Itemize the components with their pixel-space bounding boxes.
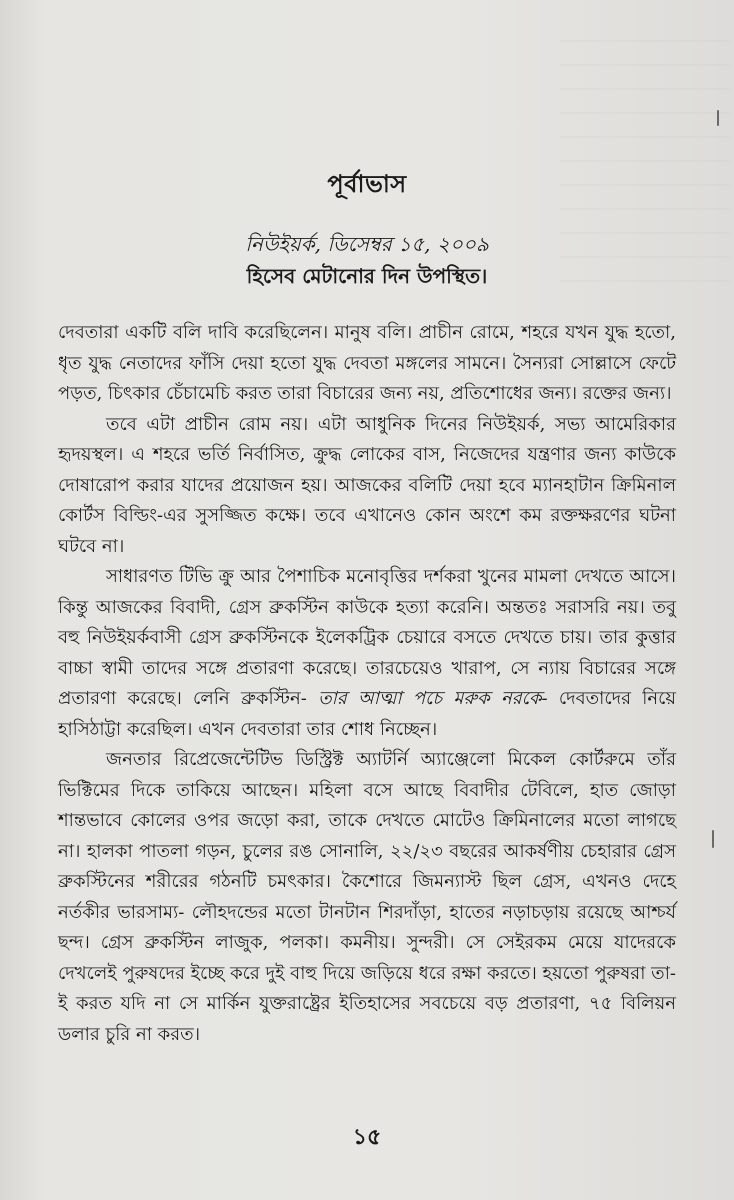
body-text: [58, 318, 676, 1050]
margin-tick-top: [717, 110, 719, 126]
chapter-title: পূর্বাভাস: [327, 169, 407, 198]
margin-tick-mid: [712, 830, 714, 848]
paragraph-3: [58, 562, 676, 745]
dateline: নিউইয়র্ক, ডিসেম্বর ১৫, ২০০৯: [245, 232, 489, 256]
paragraph-3-tail: দেবতাদের নিয়ে হাসিঠাট্টা করেছিল। এখন দেবতারা তার শোধ নিচ্ছেন।: [58, 688, 676, 740]
paragraph-3-text: সাধারণত টিভি ক্রু আর পৈশাচিক মনোবৃত্তির দর্শকরা খুনের মামলা দেখতে আসে। কিন্তু আজকের বিবাদী, গ্রেস ব্রুকস্টিন কাউকে হত্যা করেনি। অন্ততঃ সরাসরি নয়। তবু বহু নিউইয়র্কবাসী গ্রেস ব্রুকস্টিনকে ইলেকট্রিক চেয়ারে বসতে দেখতে চায়। তার কুত্তার বাচ্চা স্বামী তাদের সঙ্গে প্রতারণা করেছে। তারচেয়েও খারাপ, সে ন্যায় বিচারের সঙ্গে প্রতারণা করেছে। লেনি ব্রুকস্টিন-: [58, 566, 676, 709]
paragraph-4: জনতার রিপ্রেজেন্টেটিভ ডিস্ট্রিক্ট অ্যাটর্নি অ্যাঞ্জেলো মিকেল কোর্টরুমে তাঁর ভিক্টিমের দিকে তাকিয়ে আছেন। মহিলা বসে আছে বিবাদীর টেবিলে, হাত জোড়া শান্তভাবে কোলের ওপর জড়ো করা, তাকে দেখতে মোটেও ক্রিমিনালের মতো লাগছে না। হালকা পাতলা গড়ন, চুলের রঙ সোনালি, ২২/২৩ বছরের আকর্ষণীয় চেহারার গ্রেস ব্রুকস্টিনের শরীরের গঠনটি চমৎকার। কৈশোরে জিমন্যাস্ট ছিল গ্রেস, এখনও দেহে নর্তকীর ভারসাম্য- লৌহদন্ডের মতো টানটান শিরদাঁড়া, হাতের নড়াচড়ায় রয়েছে আশ্চর্য ছন্দ। গ্রেস ব্রুকস্টিন লাজুক, পলকা। কমনীয়। সুন্দরী। সে সেইরকম মেয়ে যাদেরকে দেখলেই পুরুষদের ইচ্ছে করে দুই বাহু দিয়ে জড়িয়ে ধরে রক্ষা করতে। হয়তো পুরুষরা তা-ই করত যদি না সে মার্কিন যুক্তরাষ্ট্রের ইতিহাসের সবচেয়ে বড় প্রতারণা, ৭৫ বিলিয়ন ডলার চুরি না করত।: [58, 749, 676, 1045]
page-number: ১৫: [352, 1124, 382, 1150]
paragraph-2: তবে এটা প্রাচীন রোম নয়। এটা আধুনিক দিনের নিউইয়র্ক, সভ্য আমেরিকার হৃদয়স্থল। এ শহরে ভর্তি নির্বাসিত, ক্রুদ্ধ লোকের বাস, নিজেদের যন্ত্রণার জন্য কাউকে দোষারোপ করার যাদের প্রয়োজন হয়। আজকের বলিটি দেয়া হবে ম্যানহাটান ক্রিমিনাল কোর্টস বিল্ডিং-এর সুসজ্জিত কক্ষে। তবে এখানেও কোন অংশে কম রক্তক্ষরণের ঘটনা ঘটবে না।: [58, 413, 676, 557]
chapter-subhead: হিসেব মেটানোর দিন উপস্থিত।: [246, 264, 488, 288]
paragraph-1: দেবতারা একটি বলি দাবি করেছিলেন। মানুষ বলি। প্রাচীন রোমে, শহরে যখন যুদ্ধ হতো, ধৃত যুদ্ধ নেতাদের ফাঁসি দেয়া হতো যুদ্ধ দেবতা মঙ্গলের সামনে। সৈন্যরা সোল্লাসে ফেটে পড়ত, চিৎকার চেঁচামেচি করত তারা বিচারের জন্য নয়, প্রতিশোধের জন্য। রক্তের জন্য।: [58, 322, 676, 404]
paragraph-3-italic: তার আত্মা পচে মরুক নরকে-: [318, 688, 548, 709]
